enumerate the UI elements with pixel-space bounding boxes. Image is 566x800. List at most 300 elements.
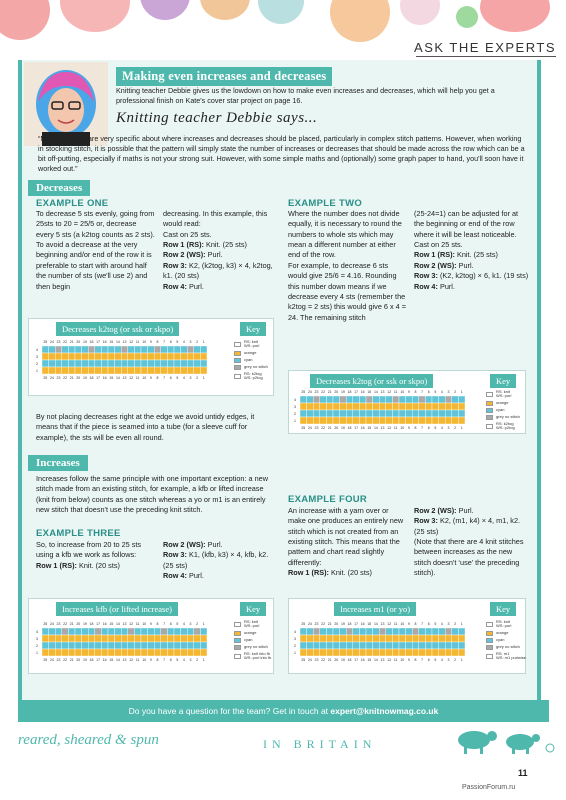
chart-cell: [320, 396, 327, 403]
column-number: 2: [196, 340, 199, 344]
yarn-ball-icon: [480, 0, 550, 32]
chart-cell: [353, 635, 360, 642]
chart-cell: [181, 642, 188, 649]
chart-cell: [101, 353, 108, 360]
column-number: 9: [149, 658, 152, 662]
column-number: 10: [142, 622, 147, 626]
chart-cell: [75, 642, 82, 649]
column-number: 25: [301, 658, 306, 662]
chart-cell: [439, 635, 446, 642]
column-number: 2: [454, 390, 457, 394]
chart-cell: [154, 649, 161, 656]
chart-cell: [121, 353, 128, 360]
chart-cell: [425, 649, 432, 656]
chart-cell: [445, 417, 452, 424]
column-number: 19: [82, 376, 87, 380]
column-number: 17: [354, 658, 359, 662]
chart-cell: [419, 403, 426, 410]
column-number: 19: [340, 658, 345, 662]
chart-cell: [167, 635, 174, 642]
column-number: 19: [340, 390, 345, 394]
chart-cell: [439, 642, 446, 649]
legend-swatch: [486, 638, 493, 643]
chart-cell: [326, 396, 333, 403]
chart-cell: [379, 396, 386, 403]
column-number: 3: [189, 658, 192, 662]
chart-cell: [307, 410, 314, 417]
column-number: 18: [347, 426, 352, 430]
chart-cell: [181, 367, 188, 374]
legend-swatch: [234, 645, 241, 650]
legend-swatch: [486, 631, 493, 636]
chart-cell: [108, 649, 115, 656]
chart-cell: [42, 353, 49, 360]
legend-entry: [486, 422, 526, 431]
column-number: 8: [414, 622, 417, 626]
column-number: 22: [63, 376, 68, 380]
chart-cell: [115, 367, 122, 374]
column-number: 13: [122, 340, 127, 344]
chart-cell: [194, 649, 201, 656]
decreases-tab: Decreases: [28, 180, 90, 196]
column-number: 7: [163, 658, 166, 662]
key-title: Key: [240, 602, 266, 616]
chart-cell: [439, 410, 446, 417]
example-four-col2: Row 2 (WS): Purl. Row 3: K2, (m1, k4) × 4, m1, k2. (25 sts) (Note that there are 4 knit stitches between increases as the new stitch doesn't ‘use’ the preceding stitch).: [414, 506, 524, 578]
column-number: 16: [360, 390, 365, 394]
chart-cell: [167, 346, 174, 353]
chart-cell: [134, 367, 141, 374]
column-number: 2: [196, 658, 199, 662]
section-rule: [416, 56, 556, 57]
chart-cell: [359, 410, 366, 417]
column-number: 3: [447, 390, 450, 394]
chart-cell: [425, 396, 432, 403]
chart-cell: [49, 642, 56, 649]
column-number: 19: [82, 622, 87, 626]
chart-cell: [88, 353, 95, 360]
chart-cell: [141, 635, 148, 642]
chart-cell: [62, 346, 69, 353]
column-number: 17: [96, 622, 101, 626]
key-title: Key: [490, 602, 516, 616]
chart-cell: [115, 353, 122, 360]
chart-cell: [141, 353, 148, 360]
column-number: 8: [414, 426, 417, 430]
column-number: 12: [387, 426, 392, 430]
chart-cell: [379, 417, 386, 424]
chart-cell: [419, 649, 426, 656]
chart-cell: [128, 649, 135, 656]
chart-cell: [445, 403, 452, 410]
chart-cell: [340, 628, 347, 635]
column-number: 18: [89, 622, 94, 626]
chart-cell: [445, 649, 452, 656]
column-number: 14: [115, 340, 120, 344]
example-two-title: EXAMPLE TWO: [288, 198, 363, 209]
chart-cell: [320, 635, 327, 642]
chart-cell: [313, 410, 320, 417]
example-two-col1: Where the number does not divide equally, it is necessary to round the numbers to whole sts which may mean a different number at either end of the row. For example, to decrease 6 sts would give 25/6 = 4.16. Rounding this number down means if we decrease every 4 sts (remember the k2tog = 2 sts) this would give 6 x 4 = 24. The remaining stitch: [288, 209, 407, 322]
chart-cell: [300, 642, 307, 649]
chart-cell: [167, 367, 174, 374]
column-number: 9: [149, 340, 152, 344]
column-number: 3: [447, 622, 450, 626]
chart-cell: [373, 417, 380, 424]
column-number: 13: [380, 426, 385, 430]
chart-cell: [432, 628, 439, 635]
row-number: 1: [294, 651, 296, 655]
column-number: 25: [43, 340, 48, 344]
column-number: 8: [414, 658, 417, 662]
column-number: 17: [96, 658, 101, 662]
legend-label: orange: [496, 400, 509, 406]
chart-cell: [148, 353, 155, 360]
column-number: 19: [340, 426, 345, 430]
legend-label: grey no stitch: [244, 644, 268, 650]
chart-cell: [445, 635, 452, 642]
legend-label: grey no stitch: [244, 364, 268, 370]
column-number: 12: [129, 622, 134, 626]
column-number: 1: [202, 340, 205, 344]
legend-entry: [234, 340, 274, 349]
chart-cell: [88, 642, 95, 649]
chart-cell: [194, 628, 201, 635]
legend-entry: [234, 631, 274, 636]
column-number: 21: [327, 658, 332, 662]
chart-cell: [340, 396, 347, 403]
chart-cell: [181, 649, 188, 656]
column-number: 15: [367, 390, 372, 394]
chart-cell: [313, 396, 320, 403]
chart-cell: [134, 346, 141, 353]
chart-cell: [68, 353, 75, 360]
chart-cell: [300, 410, 307, 417]
chart-cell: [346, 403, 353, 410]
legend-swatch: [234, 358, 241, 363]
chart-cell: [412, 635, 419, 642]
chart-cell: [200, 353, 207, 360]
chart-cell: [187, 346, 194, 353]
chart-cell: [200, 360, 207, 367]
chart-cell: [134, 353, 141, 360]
column-number: 12: [387, 390, 392, 394]
chart-cell: [49, 635, 56, 642]
column-number: 3: [189, 622, 192, 626]
column-number: 9: [149, 622, 152, 626]
legend-label: cyan: [496, 637, 505, 643]
row-number: 1: [36, 651, 38, 655]
chart-cell: [379, 649, 386, 656]
chart-cell: [42, 360, 49, 367]
chart-cell: [386, 410, 393, 417]
chart-cell: [128, 360, 135, 367]
chart-cell: [359, 628, 366, 635]
legend-label: RS: knit WS: purl: [496, 389, 512, 399]
chart-cell: [379, 628, 386, 635]
chart-cell: [134, 628, 141, 635]
column-number: 14: [373, 426, 378, 430]
chart-cell: [406, 396, 413, 403]
chart-cell: [425, 403, 432, 410]
column-number: 9: [149, 376, 152, 380]
column-number: 22: [63, 340, 68, 344]
chart-cell: [68, 360, 75, 367]
chart-cell: [458, 403, 465, 410]
chart-cell: [49, 649, 56, 656]
column-number: 7: [163, 340, 166, 344]
legend-label: cyan: [496, 407, 505, 413]
chart-cell: [181, 353, 188, 360]
chart-cell: [340, 649, 347, 656]
column-number: 24: [307, 390, 312, 394]
column-number: 11: [135, 340, 140, 344]
chart-cell: [141, 367, 148, 374]
legend-swatch: [486, 424, 493, 429]
column-number: 4: [440, 426, 443, 430]
legend-swatch: [234, 638, 241, 643]
chart-cell: [452, 635, 459, 642]
column-number: 19: [82, 658, 87, 662]
column-number: 15: [367, 622, 372, 626]
column-number: 23: [56, 376, 61, 380]
chart-cell: [161, 360, 168, 367]
row-number: 1: [294, 419, 296, 423]
chart-cell: [353, 410, 360, 417]
chart-cell: [340, 403, 347, 410]
chart-cell: [359, 403, 366, 410]
column-number: 4: [182, 340, 185, 344]
chart-cell: [458, 649, 465, 656]
chart-cell: [148, 642, 155, 649]
column-number: 15: [109, 340, 114, 344]
footer-brand: reared, sheared & spun: [18, 732, 159, 748]
chart-cell: [445, 410, 452, 417]
chart-cell: [313, 417, 320, 424]
example-three-col2: Row 2 (WS): Purl. Row 3: K1, (kfb, k3) × 4, kfb, k2. (25 sts) Row 4: Purl.: [163, 540, 269, 581]
chart-cell: [62, 628, 69, 635]
chart-cell: [49, 346, 56, 353]
column-number: 24: [307, 426, 312, 430]
chart-cell: [392, 642, 399, 649]
chart-cell: [82, 649, 89, 656]
knitting-chart: [34, 620, 224, 670]
column-number: 17: [354, 622, 359, 626]
column-number: 17: [354, 426, 359, 430]
chart-cell: [121, 635, 128, 642]
legend-entry: [234, 620, 274, 629]
row-number: 3: [294, 405, 296, 409]
legend-swatch: [486, 392, 493, 397]
chart-cell: [121, 360, 128, 367]
column-number: 2: [454, 622, 457, 626]
chart-cell: [458, 396, 465, 403]
column-number: 3: [447, 426, 450, 430]
chart-cell: [101, 649, 108, 656]
legend-label: orange: [244, 630, 257, 636]
column-number: 4: [182, 376, 185, 380]
chart-cell: [392, 410, 399, 417]
chart-cell: [386, 396, 393, 403]
chart-cell: [187, 360, 194, 367]
column-number: 7: [163, 376, 166, 380]
chart-cell: [55, 367, 62, 374]
column-number: 1: [202, 622, 205, 626]
chart-cell: [386, 635, 393, 642]
chart-cell: [95, 635, 102, 642]
chart-cell: [62, 367, 69, 374]
chart-cell: [82, 642, 89, 649]
chart-cell: [419, 635, 426, 642]
legend-label: RS: knit WS: purl: [496, 619, 512, 629]
chart-cell: [425, 642, 432, 649]
column-number: 17: [96, 376, 101, 380]
row-number: 3: [294, 637, 296, 641]
column-number: 23: [56, 622, 61, 626]
column-number: 19: [82, 340, 87, 344]
chart-cell: [399, 642, 406, 649]
chart-cell: [366, 410, 373, 417]
chart-cell: [300, 396, 307, 403]
row-number: 2: [294, 412, 296, 416]
column-number: 24: [49, 340, 54, 344]
column-number: 6: [169, 622, 172, 626]
column-number: 20: [334, 622, 339, 626]
chart-cell: [101, 367, 108, 374]
column-number: 22: [321, 622, 326, 626]
chart-cell: [200, 367, 207, 374]
column-number: 24: [307, 622, 312, 626]
chart-cell: [95, 360, 102, 367]
chart-cell: [346, 642, 353, 649]
chart-cell: [187, 353, 194, 360]
chart-cell: [101, 360, 108, 367]
chart-cell: [346, 635, 353, 642]
chart-cell: [419, 417, 426, 424]
column-number: 18: [89, 658, 94, 662]
chart-cell: [392, 628, 399, 635]
legend-label: grey no stitch: [496, 644, 520, 650]
example-one-col1: To decrease 5 sts evenly, going from 25sts to 20 = 25/5 or, decrease every 5 sts (a k2tog counts as 2 sts). To avoid a decrease at the very beginning and/or end of the row it is preferable to start with around half the number of sts (we'll use 2) and then begin: [36, 209, 155, 291]
chart-cell: [194, 360, 201, 367]
chart-title: Decreases k2tog (or ssk or skpo): [310, 374, 433, 388]
chart-cell: [101, 635, 108, 642]
column-number: 1: [460, 390, 463, 394]
chart-cell: [148, 346, 155, 353]
column-number: 20: [76, 376, 81, 380]
column-number: 2: [454, 658, 457, 662]
chart-cell: [167, 353, 174, 360]
column-number: 5: [434, 622, 437, 626]
column-number: 13: [122, 622, 127, 626]
chart-cell: [148, 649, 155, 656]
chart-cell: [386, 417, 393, 424]
chart-cell: [200, 649, 207, 656]
column-number: 24: [49, 376, 54, 380]
column-number: 7: [163, 622, 166, 626]
chart-cell: [373, 403, 380, 410]
column-number: 5: [434, 426, 437, 430]
chart-cell: [187, 642, 194, 649]
chart-cell: [458, 410, 465, 417]
column-number: 14: [115, 376, 120, 380]
column-number: 15: [367, 658, 372, 662]
column-number: 20: [334, 426, 339, 430]
row-number: 3: [36, 355, 38, 359]
chart-cell: [161, 642, 168, 649]
chart-cell: [88, 346, 95, 353]
chart-cell: [200, 635, 207, 642]
chart-cell: [75, 649, 82, 656]
chart-cell: [187, 628, 194, 635]
column-number: 12: [129, 376, 134, 380]
column-number: 11: [393, 658, 398, 662]
chart-cell: [62, 649, 69, 656]
chart-cell: [320, 649, 327, 656]
chart-cell: [148, 367, 155, 374]
chart-cell: [88, 635, 95, 642]
legend-entry: [234, 351, 274, 356]
chart-cell: [452, 396, 459, 403]
legend-entry: [234, 358, 274, 363]
column-number: 21: [327, 390, 332, 394]
column-number: 1: [460, 622, 463, 626]
row-number: 1: [36, 369, 38, 373]
legend-swatch: [486, 645, 493, 650]
chart-cell: [154, 628, 161, 635]
chart-cell: [425, 417, 432, 424]
chart-cell: [75, 346, 82, 353]
chart-cell: [379, 410, 386, 417]
legend-entry: [234, 638, 274, 643]
column-number: 5: [176, 340, 179, 344]
legend-swatch: [234, 374, 241, 379]
column-number: 3: [447, 658, 450, 662]
column-number: 13: [380, 622, 385, 626]
column-number: 11: [135, 658, 140, 662]
decreases-note: By not placing decreases right at the edge we avoid untidy edges, it means that if the piece is seamed into a tube (for a sleeve cuff for example), the sts will be even all round.: [36, 412, 255, 442]
contact-email-link[interactable]: expert@knitnowmag.co.uk: [330, 706, 439, 716]
chart-cell: [187, 635, 194, 642]
column-number: 17: [354, 390, 359, 394]
chart-cell: [88, 367, 95, 374]
column-number: 12: [387, 658, 392, 662]
chart-cell: [134, 360, 141, 367]
legend-label: RS: knit WS: purl: [244, 619, 260, 629]
legend-swatch: [234, 365, 241, 370]
chart-cell: [95, 367, 102, 374]
chart-cell: [340, 635, 347, 642]
chart-cell: [128, 635, 135, 642]
chart-cell: [313, 635, 320, 642]
column-number: 23: [314, 426, 319, 430]
chart-cell: [49, 353, 56, 360]
chart-cell: [458, 628, 465, 635]
column-number: 18: [89, 340, 94, 344]
column-number: 5: [176, 376, 179, 380]
chart-cell: [115, 642, 122, 649]
chart-cell: [174, 367, 181, 374]
column-number: 16: [102, 340, 107, 344]
chart-cell: [49, 367, 56, 374]
chart-cell: [366, 417, 373, 424]
column-number: 16: [102, 658, 107, 662]
column-number: 25: [301, 390, 306, 394]
chart-cell: [174, 346, 181, 353]
row-number: 4: [294, 398, 296, 402]
column-number: 18: [89, 376, 94, 380]
chart-cell: [366, 642, 373, 649]
